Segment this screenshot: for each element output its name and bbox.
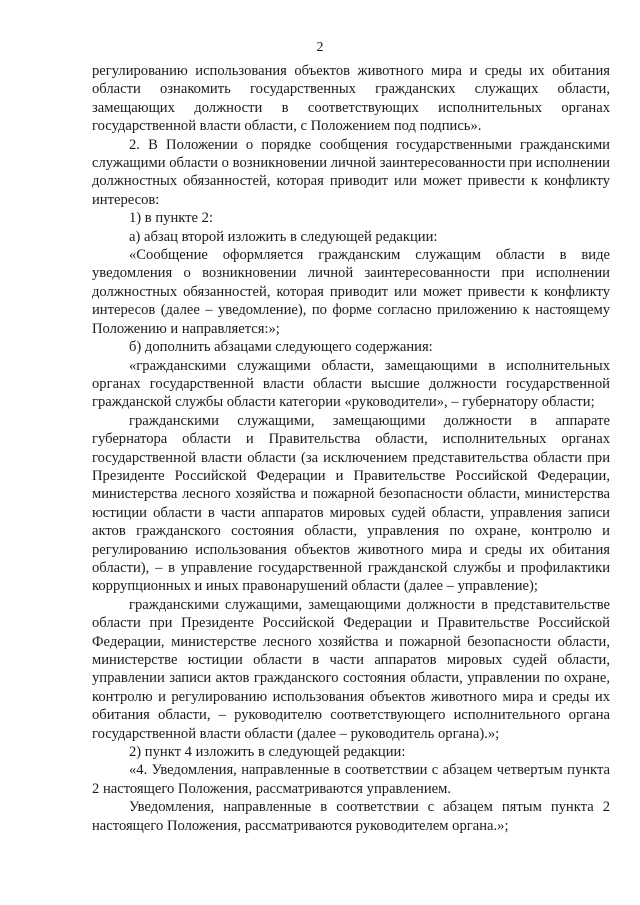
paragraph: гражданскими служащими, замещающими должности в аппарате губернатора области и Правительства области, исполнительных органах государственной власти области (за исключением представительства области при Президенте Российской Федерации и Правительстве Российской Федерации, министерства лесного хозяйства и пожарной безопасности области, министерства юстиции области в части аппаратов мировых судей области, управления записи актов гражданского состояния области, управления по охране, контролю и регулированию использования объектов животного мира и среды их обитания области), – в управление государственной гражданской службы и профилактики коррупционных и иных правонарушений области (далее – управление); — [92, 412, 610, 595]
page-number: 2 — [316, 40, 324, 55]
paragraph: «4. Уведомления, направленные в соответствии с абзацем четвертым пункта 2 настоящего Положения, рассматриваются управлением. — [92, 762, 610, 797]
paragraph: 1) в пункте 2: — [129, 210, 214, 227]
paragraph: 2. В Положении о порядке сообщения государственными гражданскими служащими области о возникновении личной заинтересованности при исполнении должностных обязанностей, которая приводит или может привести к конфликту интересов: — [92, 136, 610, 208]
paragraph: б) дополнить абзацами следующего содержания: — [129, 339, 433, 356]
paragraph: гражданскими служащими, замещающими должности в представительстве области при Президенте Российской Федерации и Правительстве Российской Федерации, министерстве лесного хозяйства и пожарной безопасности области, министерстве юстиции области в части аппаратов мировых судей области, управлении записи актов гражданского состояния области, управлении по охране, контролю и регулированию использования объектов животного мира и среды их обитания области, – руководителю соответствующего исполнительного органа государственной власти области (далее – руководитель органа).»; — [92, 596, 610, 742]
paragraph: регулированию использования объектов животного мира и среды их обитания области ознакомить государственных гражданских служащих области, замещающих должности в соответствующих исполнительных органах государственной власти области, с Положением под подпись». — [92, 63, 610, 135]
paragraph: Уведомления, направленные в соответствии с абзацем пятым пункта 2 настоящего Положения, рассматриваются руководителем органа.»; — [92, 799, 610, 834]
paragraph: «гражданскими служащими области, замещающими в исполнительных органах государственной власти области высшие должности государственной гражданской службы области категории «руководители», – губернатору области; — [92, 357, 610, 411]
paragraph: 2) пункт 4 изложить в следующей редакции: — [129, 744, 406, 761]
document-body — [92, 62, 610, 835]
paragraph: «Сообщение оформляется гражданским служащим области в виде уведомления о возникновении личной заинтересованности при исполнении должностных обязанностей, которая приводит или может привести к конфликту интересов (далее – уведомление), по форме согласно приложению к настоящему Положению и направляется:»; — [92, 247, 610, 337]
paragraph: а) абзац второй изложить в следующей редакции: — [129, 228, 438, 245]
